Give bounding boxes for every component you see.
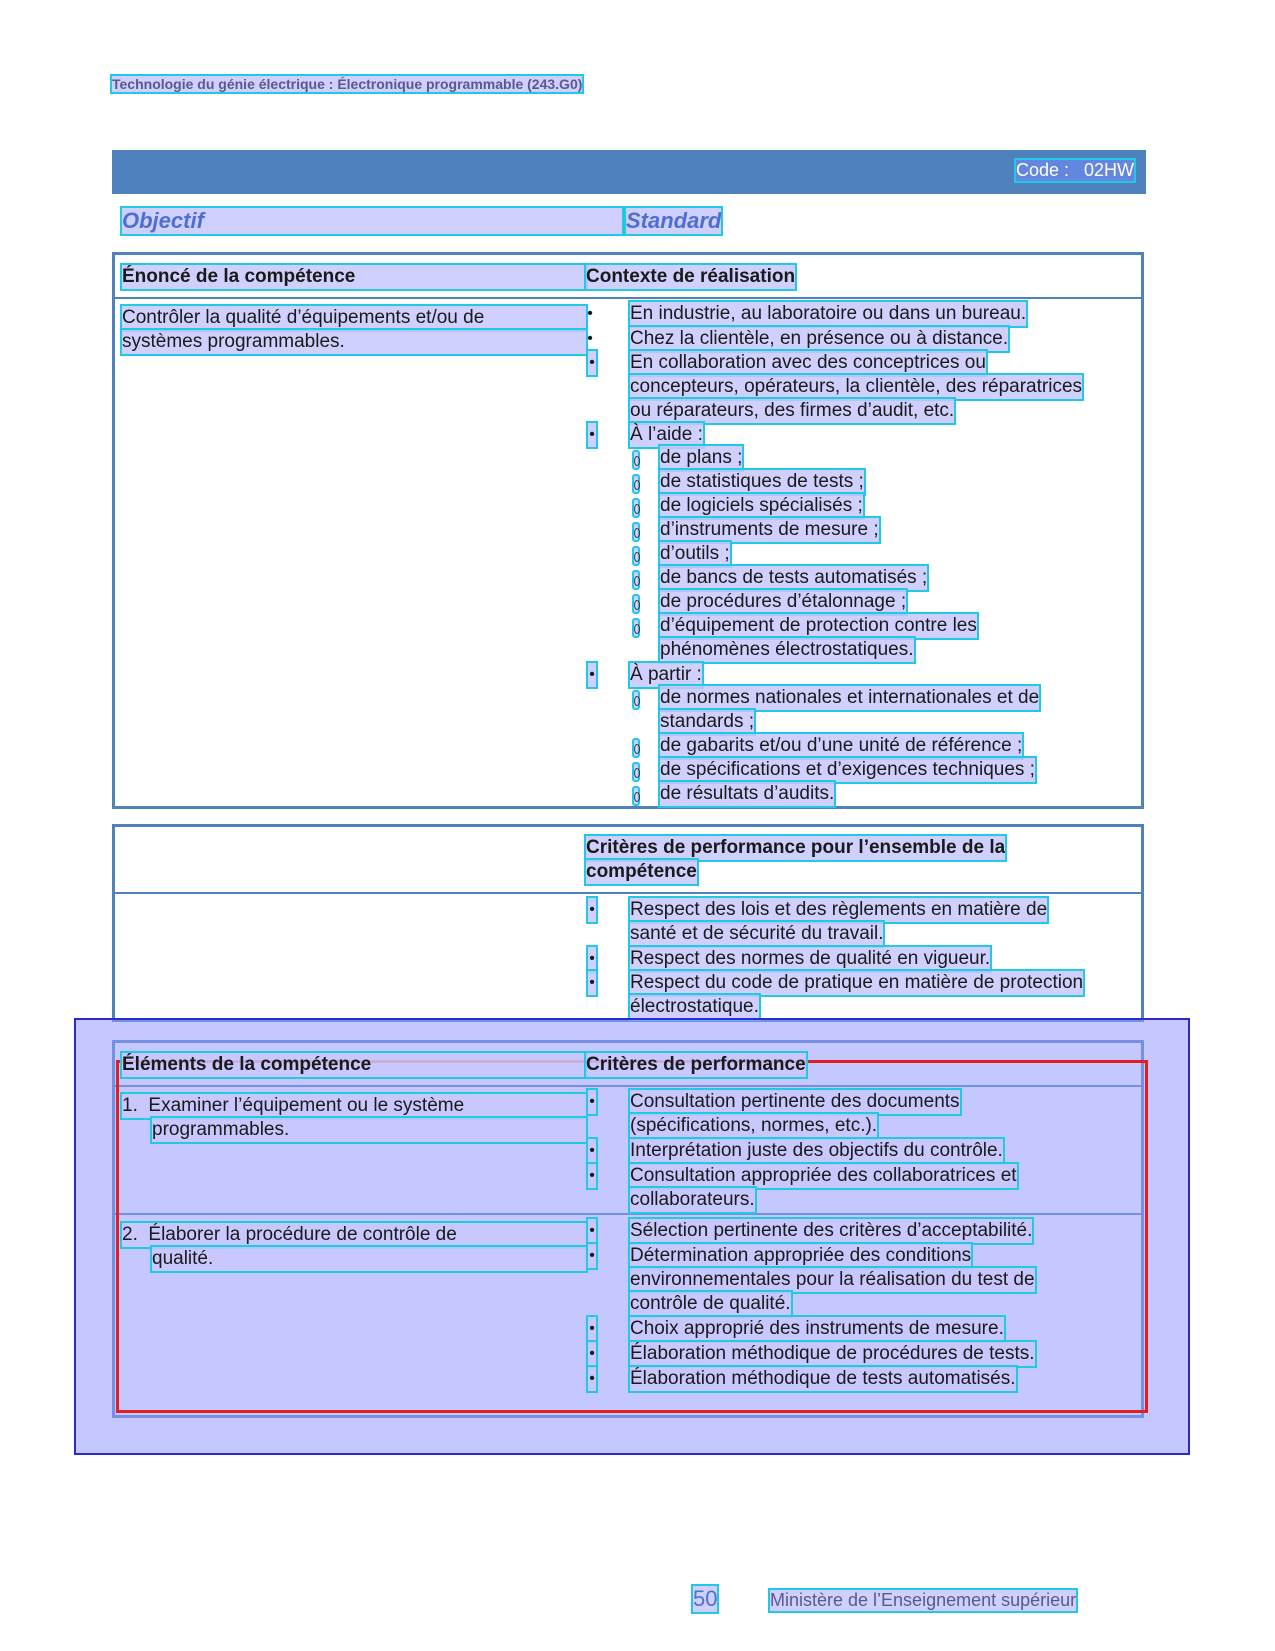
contexte-item: En collaboration avec des conceptrices ou bbox=[630, 352, 986, 373]
row-divider bbox=[115, 297, 1141, 299]
criteria-item: Interprétation juste des objectifs du contrôle. bbox=[630, 1140, 1003, 1161]
circle-bullet-icon bbox=[632, 498, 640, 518]
element-1-cont: programmables. bbox=[152, 1118, 586, 1142]
bullet-icon: • bbox=[588, 1367, 596, 1391]
criteres-item: Respect du code de pratique en matière de protection bbox=[630, 972, 1084, 993]
contexte-item: ou réparateurs, des firmes d’audit, etc. bbox=[630, 400, 955, 421]
aide-item: d’instruments de mesure ; bbox=[660, 519, 879, 540]
circle-bullet-icon bbox=[632, 450, 640, 470]
aide-item: de procédures d’étalonnage ; bbox=[660, 591, 907, 612]
contexte-item: concepteurs, opérateurs, la clientèle, des réparatrices bbox=[630, 376, 1083, 397]
criteria-item: environnementales pour la réalisation du test de bbox=[630, 1269, 1035, 1290]
circle-bullet-icon bbox=[632, 618, 640, 638]
bullet-icon: • bbox=[588, 898, 596, 922]
footer-ministry: Ministère de l’Enseignement supérieur bbox=[770, 1590, 1077, 1610]
bullet-icon: • bbox=[588, 1219, 596, 1243]
contexte-item: Chez la clientèle, en présence ou à distance. bbox=[630, 328, 1009, 349]
criteres-performance-header: Critères de performance bbox=[586, 1054, 806, 1075]
circle-bullet-icon bbox=[632, 546, 640, 566]
partir-item: standards ; bbox=[660, 711, 754, 732]
aide-item: de plans ; bbox=[660, 447, 743, 468]
page-number: 50 bbox=[693, 1586, 718, 1611]
circle-bullet-icon bbox=[632, 690, 640, 710]
section-standard: Standard bbox=[626, 208, 722, 233]
partir-item: de résultats d’audits. bbox=[660, 783, 835, 804]
row-divider bbox=[115, 892, 1141, 894]
element-2: 2. Élaborer la procédure de contrôle de bbox=[122, 1223, 586, 1247]
code-label: Code : 02HW bbox=[1015, 160, 1134, 180]
enonce-line-2: systèmes programmables. bbox=[122, 330, 586, 354]
bullet-icon: • bbox=[587, 330, 593, 347]
criteria-item: Élaboration méthodique de tests automatisés. bbox=[630, 1368, 1016, 1389]
bullet-icon: • bbox=[588, 1139, 596, 1163]
bullet-icon: • bbox=[588, 971, 596, 995]
criteres-ensemble-header: compétence bbox=[586, 861, 697, 882]
section-objectif: Objectif bbox=[122, 208, 622, 234]
code-bar bbox=[112, 150, 1146, 194]
enonce-line-1: Contrôler la qualité d’équipements et/ou de bbox=[122, 306, 586, 330]
criteres-ensemble-header: Critères de performance pour l’ensemble de la bbox=[586, 837, 1006, 858]
aide-item: de statistiques de tests ; bbox=[660, 471, 864, 492]
criteres-item: santé et de sécurité du travail. bbox=[630, 923, 884, 944]
aide-item: de bancs de tests automatisés ; bbox=[660, 567, 928, 588]
criteria-item: Sélection pertinente des critères d’acceptabilité. bbox=[630, 1220, 1033, 1241]
contexte-header: Contexte de réalisation bbox=[586, 266, 796, 287]
bullet-icon: • bbox=[588, 1164, 596, 1188]
circle-bullet-icon bbox=[632, 474, 640, 494]
bullet-icon: • bbox=[588, 1244, 596, 1268]
partir-item: de gabarits et/ou d’une unité de référence ; bbox=[660, 735, 1023, 756]
running-header: Technologie du génie électrique : Électronique programmable (243.G0) bbox=[112, 76, 583, 92]
contexte-item: À l’aide : bbox=[630, 424, 703, 445]
circle-bullet-icon bbox=[632, 762, 640, 782]
criteria-item: Détermination appropriée des conditions bbox=[630, 1245, 972, 1266]
partir-item: de normes nationales et internationales et de bbox=[660, 687, 1040, 708]
criteria-item: Consultation pertinente des documents bbox=[630, 1091, 960, 1112]
criteria-item: (spécifications, normes, etc.). bbox=[630, 1115, 878, 1136]
aide-item: de logiciels spécialisés ; bbox=[660, 495, 863, 516]
circle-bullet-icon bbox=[632, 738, 640, 758]
bullet-icon: • bbox=[588, 351, 596, 375]
circle-bullet-icon bbox=[632, 786, 640, 806]
criteria-item: Consultation appropriée des collaboratrices et bbox=[630, 1165, 1017, 1186]
bullet-icon: • bbox=[588, 1342, 596, 1366]
partir-item: de spécifications et d’exigences techniques ; bbox=[660, 759, 1035, 780]
bullet-icon: • bbox=[588, 1090, 596, 1114]
bullet-icon: • bbox=[587, 305, 593, 322]
criteria-item: contrôle de qualité. bbox=[630, 1293, 791, 1314]
criteria-item: Choix approprié des instruments de mesure. bbox=[630, 1318, 1004, 1339]
bullet-icon: • bbox=[588, 1317, 596, 1341]
aide-item: phénomènes électrostatiques. bbox=[660, 639, 914, 660]
enonce-header: Énoncé de la compétence bbox=[122, 265, 586, 289]
aide-item: d’outils ; bbox=[660, 543, 730, 564]
element-1: 1. Examiner l’équipement ou le système bbox=[122, 1094, 586, 1118]
criteres-item: Respect des lois et des règlements en matière de bbox=[630, 899, 1048, 920]
circle-bullet-icon bbox=[632, 594, 640, 614]
criteria-item: Élaboration méthodique de procédures de tests. bbox=[630, 1343, 1035, 1364]
aide-item: d’équipement de protection contre les bbox=[660, 615, 977, 636]
circle-bullet-icon bbox=[632, 570, 640, 590]
bullet-icon: • bbox=[588, 947, 596, 971]
circle-bullet-icon bbox=[632, 522, 640, 542]
criteria-item: collaborateurs. bbox=[630, 1189, 755, 1210]
bullet-icon: • bbox=[588, 663, 596, 687]
elements-header: Éléments de la compétence bbox=[122, 1053, 586, 1077]
element-2-cont: qualité. bbox=[152, 1247, 586, 1271]
contexte-item: À partir : bbox=[630, 664, 702, 685]
contexte-item: En industrie, au laboratoire ou dans un bureau. bbox=[630, 303, 1027, 324]
criteres-item: électrostatique. bbox=[630, 996, 759, 1017]
criteres-item: Respect des normes de qualité en vigueur. bbox=[630, 948, 991, 969]
bullet-icon: • bbox=[588, 423, 596, 447]
